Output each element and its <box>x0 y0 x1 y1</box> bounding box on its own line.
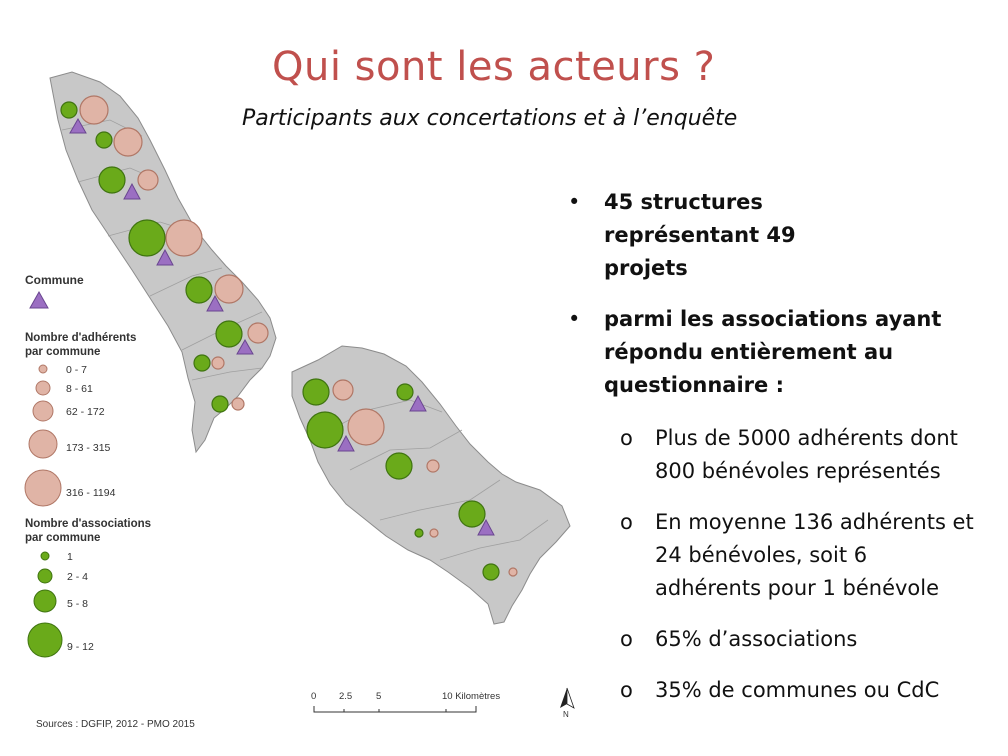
legend-adherents-circle <box>36 381 50 395</box>
legend-adherents-circle <box>29 430 57 458</box>
legend-adherents-class: 0 - 7 <box>66 364 88 376</box>
page-title: Qui sont les acteurs ? <box>272 44 716 90</box>
scale-tick-label: 0 <box>311 691 317 702</box>
bullet-text: 45 structures représentant 49 projets <box>604 190 796 280</box>
legend-adherents-title: Nombre d'adhérents <box>25 332 137 344</box>
legend-associations-circle <box>28 623 62 657</box>
adherents-circle <box>509 568 517 576</box>
legend-associations-title-2: par commune <box>25 532 101 544</box>
adherents-circle <box>212 357 224 369</box>
bullet-text: parmi les associations ayant répondu entièrement au questionnaire : <box>604 307 942 397</box>
legend-associations-circle <box>41 552 49 560</box>
bullet-marker: • <box>568 307 581 331</box>
adherents-circle <box>232 398 244 410</box>
associations-circle <box>61 102 77 118</box>
associations-circle <box>186 277 212 303</box>
adherents-circle <box>427 460 439 472</box>
legend-associations-title: Nombre d'associations <box>25 518 152 530</box>
adherents-circle <box>80 96 108 124</box>
associations-circle <box>415 529 423 537</box>
legend-associations-class: 2 - 4 <box>67 571 89 583</box>
sub-bullet-marker: o <box>620 510 633 534</box>
associations-circle <box>386 453 412 479</box>
associations-circle <box>99 167 125 193</box>
legend-associations-circle <box>34 590 56 612</box>
sub-bullet-marker: o <box>620 426 633 450</box>
sub-bullet-text: 35% de communes ou CdC <box>655 678 940 702</box>
adherents-circle <box>114 128 142 156</box>
associations-circle <box>483 564 499 580</box>
legend-adherents-class: 173 - 315 <box>66 442 111 454</box>
source-note: Sources : DGFIP, 2012 - PMO 2015 <box>36 719 195 730</box>
scale-bar <box>311 691 500 712</box>
associations-circle <box>96 132 112 148</box>
legend-adherents-circle <box>25 470 61 506</box>
adherents-circle <box>333 380 353 400</box>
sub-bullet-item <box>568 422 998 488</box>
legend-commune-triangle <box>30 292 48 308</box>
scale-tick-label: 5 <box>376 691 382 702</box>
associations-circle <box>459 501 485 527</box>
associations-circle <box>397 384 413 400</box>
legend <box>25 273 151 657</box>
legend-commune-title: Commune <box>25 273 84 287</box>
legend-associations-class: 5 - 8 <box>67 598 89 610</box>
adherents-circle <box>166 220 202 256</box>
sub-bullet-text: 65% d’associations <box>655 627 858 651</box>
sub-bullet-marker: o <box>620 627 633 651</box>
legend-adherents-circle <box>33 401 53 421</box>
legend-adherents-class: 8 - 61 <box>66 383 93 395</box>
sub-bullet-text: Plus de 5000 adhérents dont 800 bénévoles représentés <box>655 426 958 483</box>
sub-bullet-item <box>568 506 998 605</box>
associations-circle <box>194 355 210 371</box>
scale-tick-label: 2.5 <box>339 691 353 702</box>
bullet-marker: • <box>568 190 581 214</box>
page-subtitle: Participants aux concertations et à l’enquête <box>242 106 738 131</box>
bullet-item <box>568 303 998 402</box>
bullet-list <box>568 186 998 725</box>
adherents-circle <box>348 409 384 445</box>
associations-circle <box>212 396 228 412</box>
legend-associations-class: 1 <box>67 551 73 563</box>
sub-bullet-item <box>568 623 998 656</box>
legend-adherents-class: 62 - 172 <box>66 406 105 418</box>
sub-bullet-marker: o <box>620 678 633 702</box>
legend-adherents-title-2: par commune <box>25 346 101 358</box>
scale-tick-label: 10 Kilomètres <box>442 691 501 702</box>
associations-circle <box>129 220 165 256</box>
adherents-circle <box>215 275 243 303</box>
legend-associations-class: 9 - 12 <box>67 641 94 653</box>
bullet-item <box>568 186 998 285</box>
north-label: N <box>563 710 569 719</box>
associations-circle <box>303 379 329 405</box>
legend-adherents-class: 316 - 1194 <box>66 487 116 499</box>
adherents-circle <box>430 529 438 537</box>
sub-bullet-item <box>568 674 998 707</box>
adherents-circle <box>248 323 268 343</box>
associations-circle <box>216 321 242 347</box>
adherents-circle <box>138 170 158 190</box>
sub-bullet-text: En moyenne 136 adhérents et 24 bénévoles, soit 6 adhérents pour 1 bénévole <box>655 510 974 600</box>
legend-associations-circle <box>38 569 52 583</box>
legend-adherents-circle <box>39 365 47 373</box>
associations-circle <box>307 412 343 448</box>
